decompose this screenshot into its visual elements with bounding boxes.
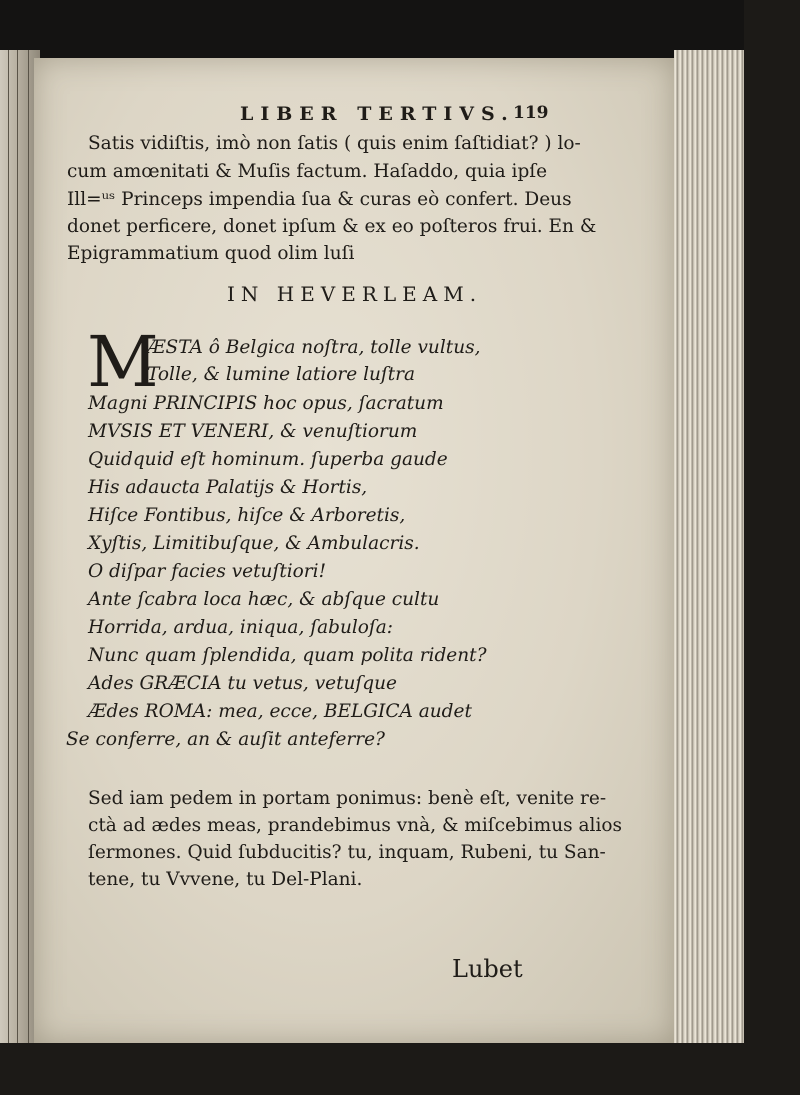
intro-line: Satis vidiſtis, imò non ſatis ( quis enim ſaſtidiat? ) lo- [88,133,581,154]
verse-line: Xyſtis, Limitibuſque, & Ambulacris. [88,533,420,554]
drop-cap: M [87,321,159,403]
running-title: LIBER TERTIVS. [240,103,515,125]
verse-line: Quidquid eſt hominum. ſuperba gaude [88,449,448,470]
verse-line: MVSIS ET VENERI, & venuſtiorum [88,421,418,442]
closing-line: Sed iam pedem in portam ponimus: benè eſt, venite re- [88,788,607,809]
verse-line: ÆSTA ô Belgica noſtra, tolle vultus, [147,337,481,358]
intro-line: cum amœnitati & Muſis factum. Haſaddo, quia ipſe [67,161,548,182]
verse-line: Nunc quam ſplendida, quam polita rident? [88,645,487,666]
closing-line: ctà ad ædes meas, prandebimus vnà, & miſcebimus alios [88,815,623,836]
verse-line: Ante ſcabra loca hæc, & abſque cultu [88,589,440,610]
verse-line: Hiſce Fontibus, hiſce & Arboretis, [88,505,406,526]
verse-line: Ades GRÆCIA tu vetus, vetuſque [88,673,397,694]
intro-line: Epigrammatium quod olim luſi [67,243,355,264]
intro-line: donet perficere, donet ipſum & ex eo poſteros frui. En & [67,216,597,237]
verse-line: Magni PRINCIPIS hoc opus, ſacratum [88,393,444,414]
poem-title: IN HEVERLEAM. [227,282,483,306]
page-number: 119 [513,103,549,123]
verse-line: Ædes ROMA: mea, ecce, BELGICA audet [88,701,472,722]
verse-line: His adaucta Palatijs & Hortis, [88,477,368,498]
verse-line: Horrida, ardua, iniqua, ſabuloſa: [88,617,394,638]
closing-line: tene, tu Vvvene, tu Del-Plani. [88,869,363,890]
verse-line: Se conferre, an & auſit anteferre? [66,729,385,750]
intro-line: Ill=ᵘˢ Princeps impendia ſua & curas eò confert. Deus [67,189,572,210]
verse-line: Tolle, & lumine latiore luſtra [147,364,416,385]
catchword: Lubet [452,955,523,983]
verse-line: O diſpar facies vetuſtiori! [88,561,327,582]
closing-line: ſermones. Quid ſubducitis? tu, inquam, Rubeni, tu San- [88,842,606,863]
